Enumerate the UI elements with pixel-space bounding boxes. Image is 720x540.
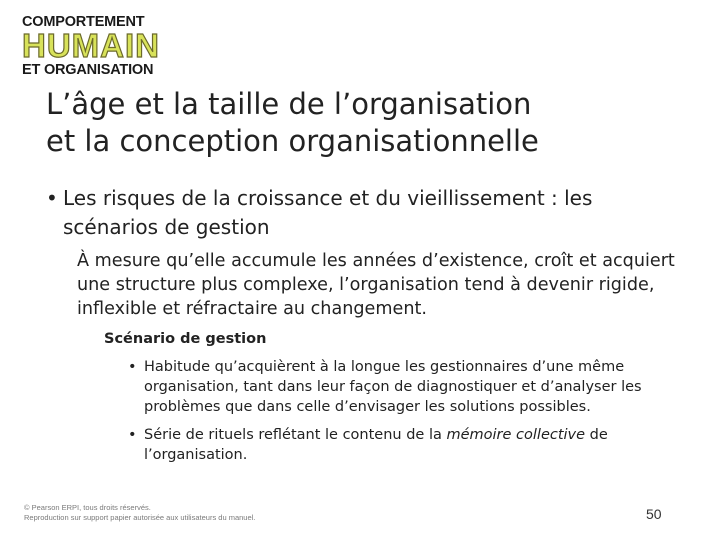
text-segment: de l’organisation. — [144, 427, 608, 463]
page-number: 50 — [646, 506, 662, 522]
title-line-1: L’âge et la taille de l’organisation — [46, 87, 532, 121]
bullet-icon: • — [46, 186, 58, 210]
level4-text: Habitude qu’acquièrent à la longue les gestionnaires d’une même organisation, tant dans leur façon de diagnostiquer et d’analyser les problèmes que dans celle d’envisager les solutions possibles. — [144, 359, 642, 415]
bullet-icon: • — [128, 359, 137, 375]
logo-line-2: HUMAIN — [22, 27, 160, 64]
italic-term: mémoire collective — [446, 427, 586, 443]
level1-text: Les risques de la croissance et du vieillissement : les scénarios de gestion — [63, 186, 593, 239]
level4-bullet-item — [128, 425, 688, 465]
title-line-2: et la conception organisationnelle — [46, 124, 539, 158]
level2-paragraph: À mesure qu’elle accumule les années d’existence, croît et acquiert une structure plus complexe, l’organisation tend à devenir rigide, inflexible et réfractaire au changement. — [77, 251, 675, 319]
copyright-line-2: Reproduction sur support papier autorisée aux utilisateurs du manuel. — [24, 513, 256, 522]
logo-line-3: ET ORGANISATION — [22, 62, 154, 78]
copyright-line-1: © Pearson ERPI, tous droits réservés. — [24, 503, 151, 512]
book-logo — [22, 14, 172, 80]
level4-text — [128, 425, 688, 465]
copyright-notice — [24, 503, 255, 523]
level3-heading: Scénario de gestion — [104, 331, 267, 347]
bullet-icon: • — [128, 427, 137, 443]
text-segment: Série de rituels reflétant le contenu de la — [144, 427, 447, 443]
logo-line-1: COMPORTEMENT — [22, 14, 145, 30]
slide-title — [46, 86, 686, 160]
level1-bullet-item — [46, 184, 686, 242]
level4-bullet-item — [128, 357, 688, 417]
